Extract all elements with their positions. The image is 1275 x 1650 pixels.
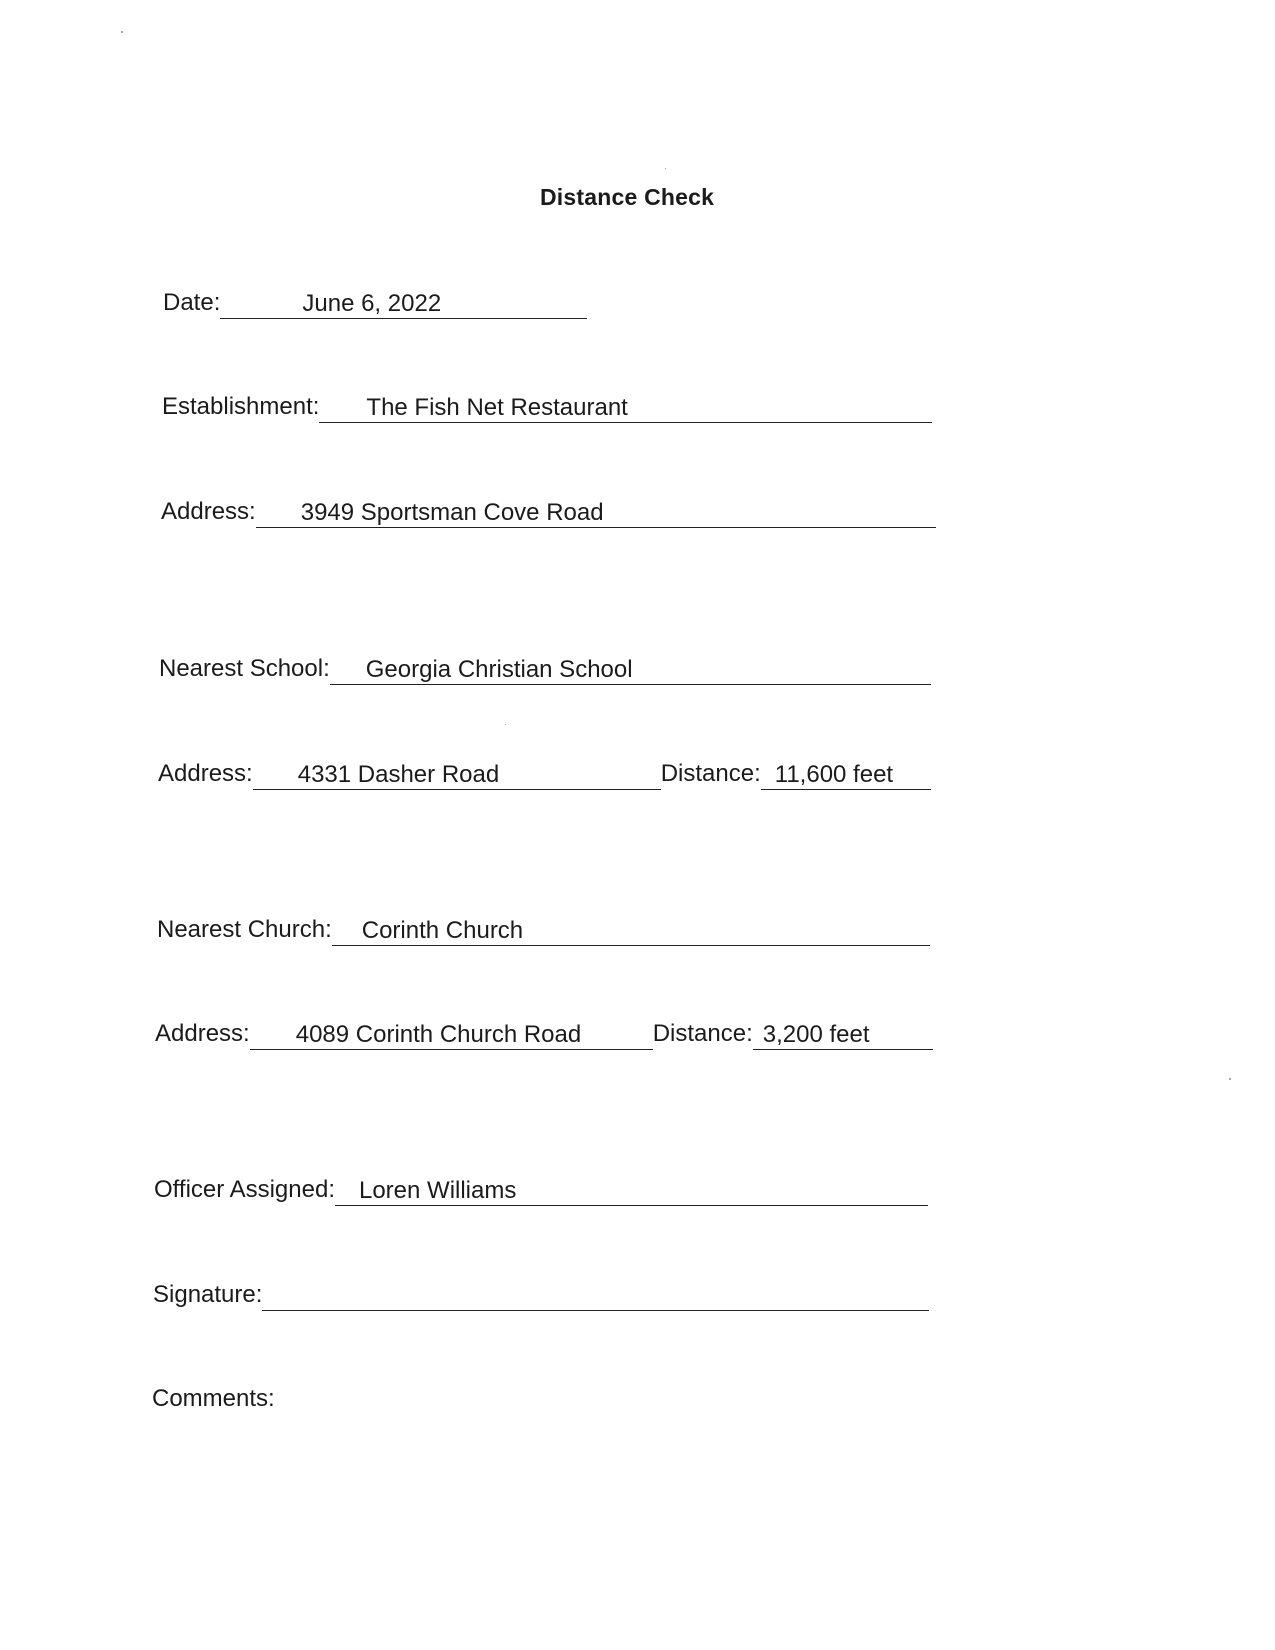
church-address-label: Address:: [155, 1020, 250, 1047]
establishment-address-field[interactable]: [256, 498, 936, 528]
signature-label: Signature:: [153, 1281, 263, 1308]
date-value: June 6, 2022: [302, 290, 442, 317]
officer-row: [154, 1172, 928, 1206]
establishment-address-label: Address:: [161, 498, 256, 525]
establishment-field[interactable]: [319, 393, 932, 423]
establishment-row: [162, 389, 932, 423]
nearest-school-value: Georgia Christian School: [365, 656, 633, 683]
nearest-school-field[interactable]: [330, 655, 931, 685]
nearest-church-row: [157, 912, 930, 946]
school-distance-label: Distance:: [660, 760, 761, 787]
officer-value: Loren Williams: [358, 1177, 517, 1204]
church-address-row: [155, 1016, 933, 1050]
comments-label: Comments:: [152, 1385, 275, 1412]
officer-field[interactable]: [335, 1176, 928, 1206]
nearest-school-row: [159, 651, 931, 685]
scan-speck: [1229, 1078, 1231, 1080]
establishment-label: Establishment:: [162, 393, 320, 420]
date-row: [163, 285, 587, 319]
page-title: Distance Check: [540, 184, 715, 210]
school-distance-field[interactable]: [761, 760, 931, 790]
school-address-label: Address:: [158, 760, 253, 787]
nearest-church-label: Nearest Church:: [157, 916, 332, 943]
officer-label: Officer Assigned:: [154, 1176, 335, 1203]
date-label: Date:: [163, 289, 221, 316]
signature-field[interactable]: [262, 1281, 929, 1311]
church-distance-label: Distance:: [652, 1020, 753, 1047]
signature-row: [153, 1277, 929, 1311]
comments-row: [152, 1381, 275, 1415]
nearest-school-label: Nearest School:: [159, 655, 330, 682]
establishment-address-value: 3949 Sportsman Cove Road: [300, 499, 604, 526]
establishment-address-row: [161, 494, 936, 528]
establishment-value: The Fish Net Restaurant: [366, 394, 628, 421]
nearest-church-value: Corinth Church: [361, 917, 524, 944]
church-address-field[interactable]: [250, 1020, 653, 1050]
nearest-church-field[interactable]: [332, 916, 930, 946]
school-address-value: 4331 Dasher Road: [297, 761, 500, 788]
church-distance-field[interactable]: [753, 1020, 933, 1050]
church-distance-value: 3,200 feet: [762, 1021, 870, 1048]
date-field[interactable]: [220, 289, 587, 319]
church-address-value: 4089 Corinth Church Road: [295, 1021, 582, 1048]
school-distance-value: 11,600 feet: [774, 761, 894, 788]
scan-speck: [505, 724, 506, 725]
scan-speck: [665, 168, 666, 169]
school-address-field[interactable]: [253, 760, 661, 790]
scan-speck: [121, 31, 123, 33]
school-address-row: [158, 756, 931, 790]
